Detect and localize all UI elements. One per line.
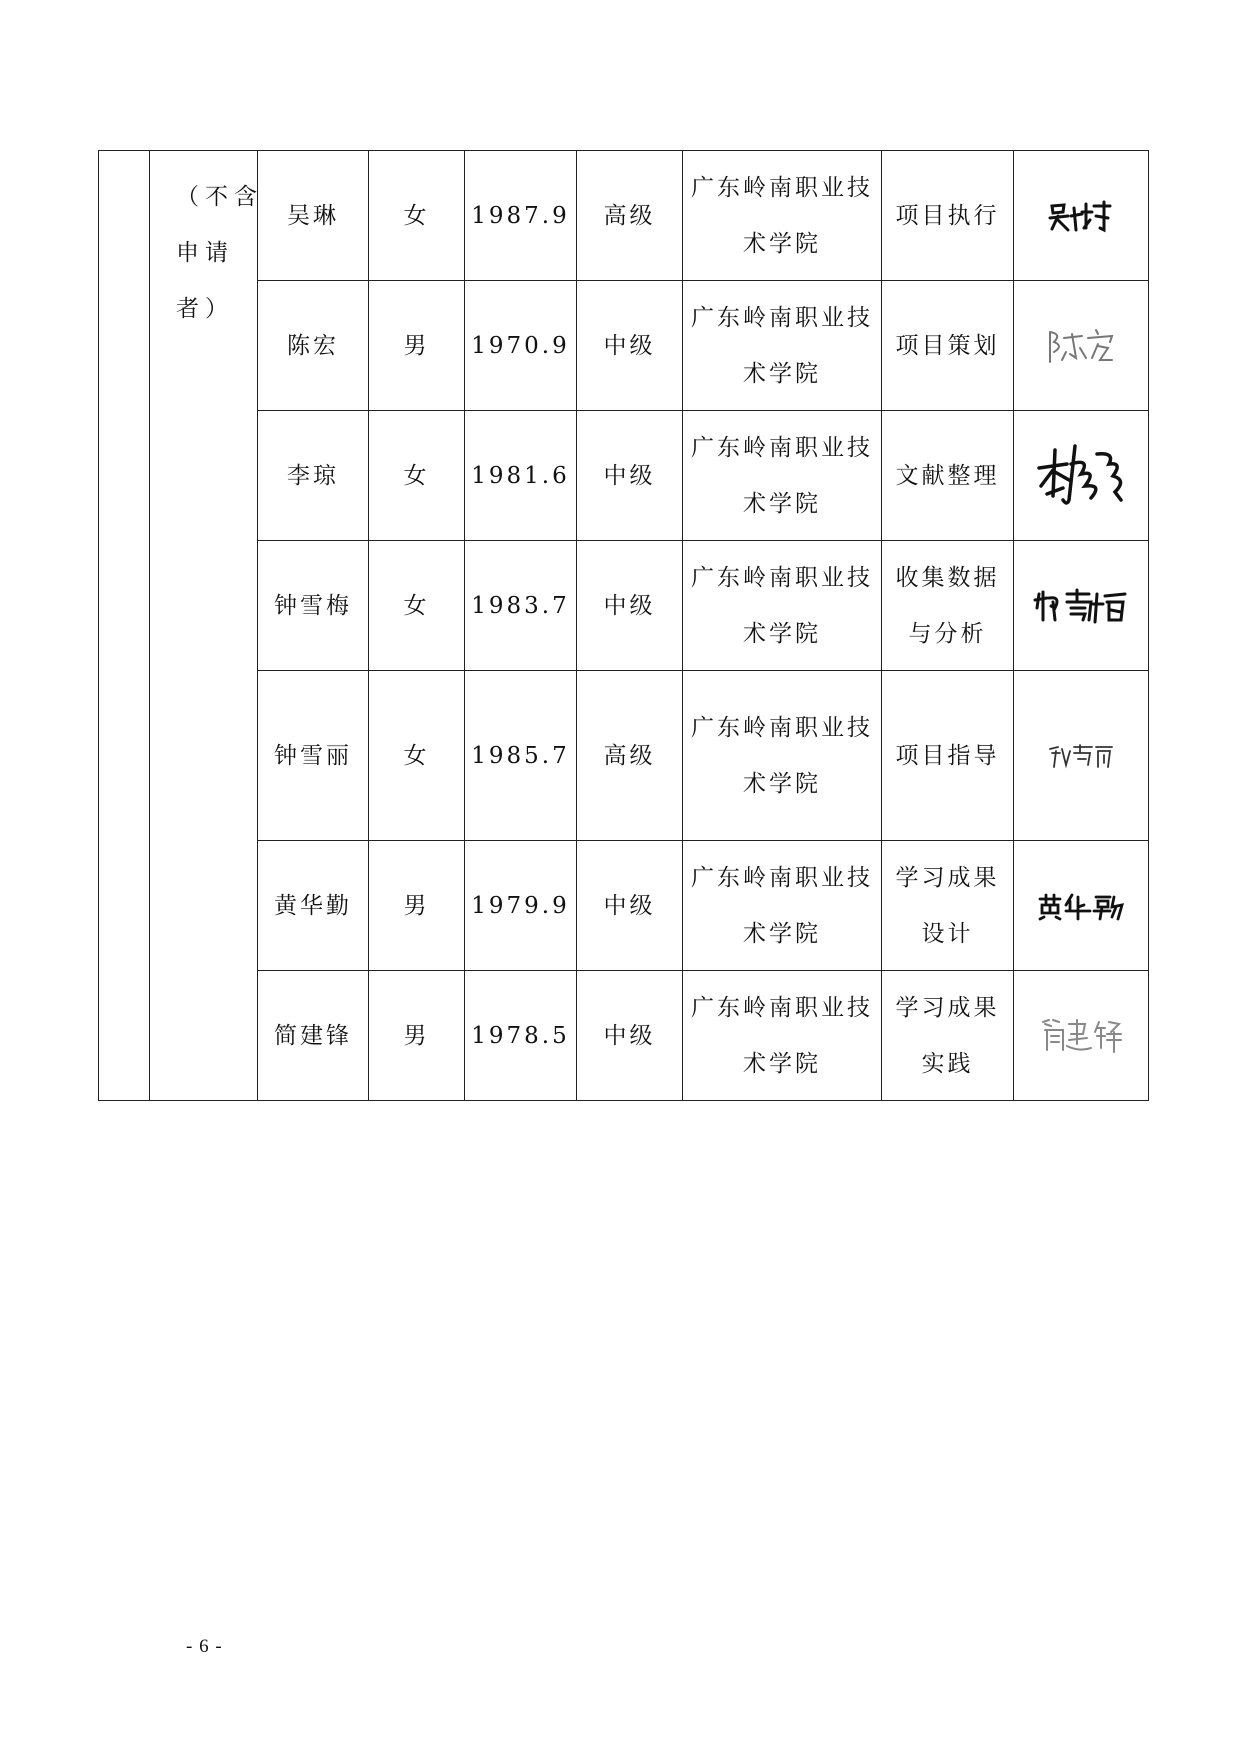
table-row — [99, 151, 1149, 281]
member-birth: 1978.5 — [465, 971, 577, 1101]
role-line: 实践 — [921, 1050, 974, 1077]
member-title: 高级 — [577, 671, 683, 841]
institution-line: 广东岭南职业技 — [691, 994, 873, 1021]
member-name: 黄华勤 — [258, 841, 369, 971]
member-table — [98, 150, 1149, 1101]
page-number: - 6 - — [186, 1636, 223, 1657]
institution-line: 术学院 — [743, 620, 821, 647]
group-label-cell — [150, 151, 263, 1101]
member-name: 陈宏 — [258, 281, 369, 411]
role-line: 与分析 — [908, 620, 987, 647]
role-line: 设计 — [921, 920, 974, 947]
member-institution — [683, 541, 882, 671]
member-signature — [1014, 841, 1149, 971]
handwritten-signature — [1046, 196, 1116, 236]
member-signature — [1014, 151, 1149, 281]
role-line: 收集数据 — [895, 564, 1000, 591]
member-gender: 女 — [369, 151, 465, 281]
member-role — [882, 841, 1014, 971]
member-institution — [683, 671, 882, 841]
member-title: 中级 — [577, 971, 683, 1101]
institution-line: 广东岭南职业技 — [691, 434, 873, 461]
member-name: 钟雪梅 — [258, 541, 369, 671]
handwritten-signature — [1036, 891, 1126, 921]
member-role — [882, 971, 1014, 1101]
member-institution — [683, 411, 882, 541]
member-gender: 女 — [369, 541, 465, 671]
institution-line: 广东岭南职业技 — [691, 174, 873, 201]
member-title: 中级 — [577, 841, 683, 971]
member-title: 中级 — [577, 541, 683, 671]
institution-line: 广东岭南职业技 — [691, 304, 873, 331]
institution-line: 术学院 — [743, 230, 821, 257]
role-line: 项目执行 — [895, 202, 1000, 229]
member-name: 吴琳 — [258, 151, 369, 281]
member-gender: 男 — [369, 841, 465, 971]
member-gender: 女 — [369, 411, 465, 541]
handwritten-signature — [1042, 324, 1120, 368]
member-birth: 1981.6 — [465, 411, 577, 541]
member-name: 简建锋 — [258, 971, 369, 1101]
member-birth: 1987.9 — [465, 151, 577, 281]
institution-line: 术学院 — [743, 770, 821, 797]
institution-line: 术学院 — [743, 1050, 821, 1077]
role-line: 学习成果 — [895, 864, 1000, 891]
member-birth: 1985.7 — [465, 671, 577, 841]
role-line: 文献整理 — [895, 462, 1000, 489]
member-birth: 1979.9 — [465, 841, 577, 971]
member-gender: 男 — [369, 281, 465, 411]
member-role — [882, 411, 1014, 541]
group-label-line: 者） — [176, 296, 234, 322]
institution-line: 术学院 — [743, 490, 821, 517]
member-title: 高级 — [577, 151, 683, 281]
member-birth: 1983.7 — [465, 541, 577, 671]
handwritten-signature — [1033, 440, 1129, 512]
member-signature — [1014, 971, 1149, 1101]
institution-line: 广东岭南职业技 — [691, 714, 873, 741]
member-institution — [683, 971, 882, 1101]
member-name: 钟雪丽 — [258, 671, 369, 841]
member-role — [882, 281, 1014, 411]
institution-line: 术学院 — [743, 360, 821, 387]
institution-line: 广东岭南职业技 — [691, 864, 873, 891]
member-institution — [683, 281, 882, 411]
role-line: 学习成果 — [895, 994, 1000, 1021]
institution-line: 术学院 — [743, 920, 821, 947]
member-signature — [1014, 671, 1149, 841]
role-line: 项目指导 — [895, 742, 1000, 769]
member-gender: 女 — [369, 671, 465, 841]
member-institution — [683, 151, 882, 281]
member-name: 李琼 — [258, 411, 369, 541]
member-role — [882, 151, 1014, 281]
member-rows — [99, 151, 1149, 1101]
group-label-line: 申请 — [176, 240, 234, 266]
member-gender: 男 — [369, 971, 465, 1101]
member-title: 中级 — [577, 411, 683, 541]
handwritten-signature — [1033, 586, 1129, 626]
member-title: 中级 — [577, 281, 683, 411]
handwritten-signature — [1046, 741, 1116, 771]
member-institution — [683, 841, 882, 971]
group-label-line: （不含 — [176, 184, 263, 210]
left-border-column — [99, 151, 150, 1101]
role-line: 项目策划 — [895, 332, 1000, 359]
member-birth: 1970.9 — [465, 281, 577, 411]
handwritten-signature — [1039, 1016, 1123, 1056]
member-role — [882, 671, 1014, 841]
member-signature — [1014, 411, 1149, 541]
member-signature — [1014, 541, 1149, 671]
member-signature — [1014, 281, 1149, 411]
institution-line: 广东岭南职业技 — [691, 564, 873, 591]
member-role — [882, 541, 1014, 671]
